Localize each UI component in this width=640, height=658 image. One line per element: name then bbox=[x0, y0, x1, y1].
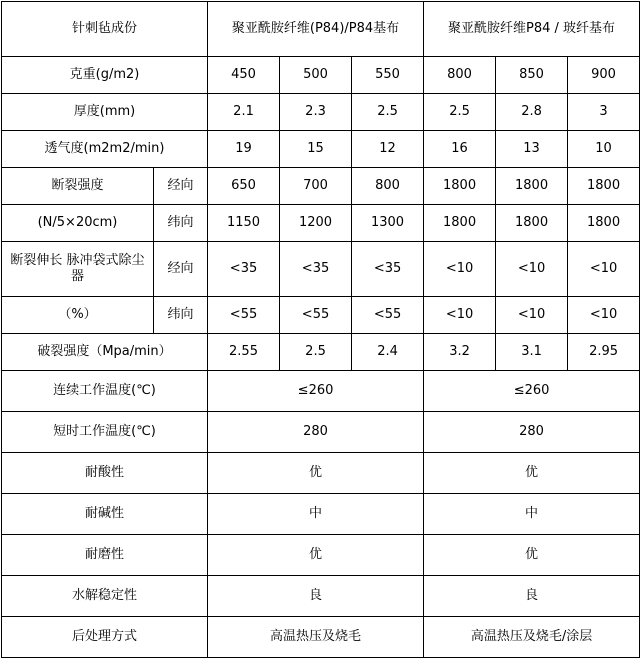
row-label: 克重(g/m2) bbox=[2, 57, 208, 94]
value-cell: <35 bbox=[352, 242, 424, 297]
direction-label: 纬向 bbox=[154, 297, 208, 334]
value-cell: 19 bbox=[208, 131, 280, 168]
value-cell: 2.1 bbox=[208, 94, 280, 131]
value-cell: 1800 bbox=[424, 205, 496, 242]
value-cell: 850 bbox=[496, 57, 568, 94]
value-cell: 1800 bbox=[568, 205, 640, 242]
value-cell: 1800 bbox=[496, 168, 568, 205]
table-row bbox=[2, 371, 640, 412]
table-row bbox=[2, 617, 640, 658]
value-cell: 800 bbox=[352, 168, 424, 205]
value-cell: 1300 bbox=[352, 205, 424, 242]
value-cell: 2.55 bbox=[208, 334, 280, 371]
row-label: 断裂伸长 脉冲袋式除尘器 bbox=[2, 242, 154, 297]
value-cell: 良 bbox=[424, 576, 640, 617]
value-cell: 13 bbox=[496, 131, 568, 168]
value-cell: ≤260 bbox=[424, 371, 640, 412]
table-row bbox=[2, 453, 640, 494]
value-cell: 1800 bbox=[424, 168, 496, 205]
value-cell: <10 bbox=[496, 242, 568, 297]
value-cell: 900 bbox=[568, 57, 640, 94]
value-cell: 3.2 bbox=[424, 334, 496, 371]
value-cell: <35 bbox=[280, 242, 352, 297]
value-cell: 1200 bbox=[280, 205, 352, 242]
direction-label: 经向 bbox=[154, 168, 208, 205]
value-cell: <10 bbox=[424, 297, 496, 334]
row-label: 破裂强度（Mpa/min） bbox=[2, 334, 208, 371]
value-cell: 1150 bbox=[208, 205, 280, 242]
direction-label: 经向 bbox=[154, 242, 208, 297]
table-row bbox=[2, 57, 640, 94]
table-row bbox=[2, 94, 640, 131]
table-row bbox=[2, 535, 640, 576]
value-cell: 450 bbox=[208, 57, 280, 94]
value-cell: <55 bbox=[352, 297, 424, 334]
value-cell: 1800 bbox=[496, 205, 568, 242]
value-cell: 800 bbox=[424, 57, 496, 94]
row-label: 耐碱性 bbox=[2, 494, 208, 535]
table-row bbox=[2, 412, 640, 453]
table-row bbox=[2, 576, 640, 617]
table-row bbox=[2, 334, 640, 371]
value-cell: 280 bbox=[208, 412, 424, 453]
value-cell: 2.5 bbox=[424, 94, 496, 131]
row-label: (N/5×20cm) bbox=[2, 205, 154, 242]
value-cell: 280 bbox=[424, 412, 640, 453]
value-cell: <10 bbox=[496, 297, 568, 334]
value-cell: 650 bbox=[208, 168, 280, 205]
value-cell: <55 bbox=[280, 297, 352, 334]
value-cell: 1800 bbox=[568, 168, 640, 205]
value-cell: 15 bbox=[280, 131, 352, 168]
value-cell: <10 bbox=[568, 242, 640, 297]
value-cell: 2.3 bbox=[280, 94, 352, 131]
value-cell: 高温热压及烧毛 bbox=[208, 617, 424, 658]
header-cell-group-2: 聚亚酰胺纤维P84 / 玻纤基布 bbox=[424, 2, 640, 57]
value-cell: 中 bbox=[424, 494, 640, 535]
row-label: 耐酸性 bbox=[2, 453, 208, 494]
value-cell: 中 bbox=[208, 494, 424, 535]
row-label: 厚度(mm) bbox=[2, 94, 208, 131]
value-cell: 良 bbox=[208, 576, 424, 617]
table-row bbox=[2, 242, 640, 297]
value-cell: ≤260 bbox=[208, 371, 424, 412]
value-cell: 10 bbox=[568, 131, 640, 168]
value-cell: 优 bbox=[208, 535, 424, 576]
row-label: 短时工作温度(℃) bbox=[2, 412, 208, 453]
value-cell: 550 bbox=[352, 57, 424, 94]
value-cell: 2.95 bbox=[568, 334, 640, 371]
table-row bbox=[2, 297, 640, 334]
row-label: 水解稳定性 bbox=[2, 576, 208, 617]
header-cell-group-1: 聚亚酰胺纤维(P84)/P84基布 bbox=[208, 2, 424, 57]
value-cell: 优 bbox=[208, 453, 424, 494]
row-label: 连续工作温度(℃) bbox=[2, 371, 208, 412]
value-cell: 3.1 bbox=[496, 334, 568, 371]
value-cell: 2.5 bbox=[280, 334, 352, 371]
value-cell: 16 bbox=[424, 131, 496, 168]
specification-table bbox=[1, 1, 640, 658]
value-cell: <55 bbox=[208, 297, 280, 334]
table-row bbox=[2, 205, 640, 242]
value-cell: 优 bbox=[424, 453, 640, 494]
value-cell: 优 bbox=[424, 535, 640, 576]
value-cell: <10 bbox=[568, 297, 640, 334]
value-cell: 高温热压及烧毛/涂层 bbox=[424, 617, 640, 658]
direction-label: 纬向 bbox=[154, 205, 208, 242]
row-label: 后处理方式 bbox=[2, 617, 208, 658]
value-cell: 2.4 bbox=[352, 334, 424, 371]
row-label: 断裂强度 bbox=[2, 168, 154, 205]
value-cell: 12 bbox=[352, 131, 424, 168]
value-cell: <35 bbox=[208, 242, 280, 297]
table-row bbox=[2, 494, 640, 535]
value-cell: 2.8 bbox=[496, 94, 568, 131]
table-row bbox=[2, 131, 640, 168]
table-header-row bbox=[2, 2, 640, 57]
value-cell: <10 bbox=[424, 242, 496, 297]
value-cell: 3 bbox=[568, 94, 640, 131]
table-row bbox=[2, 168, 640, 205]
value-cell: 500 bbox=[280, 57, 352, 94]
value-cell: 700 bbox=[280, 168, 352, 205]
row-label: 耐磨性 bbox=[2, 535, 208, 576]
value-cell: 2.5 bbox=[352, 94, 424, 131]
row-label: 透气度(m2m2/min) bbox=[2, 131, 208, 168]
row-label: （%） bbox=[2, 297, 154, 334]
header-cell-component: 针刺毡成份 bbox=[2, 2, 208, 57]
